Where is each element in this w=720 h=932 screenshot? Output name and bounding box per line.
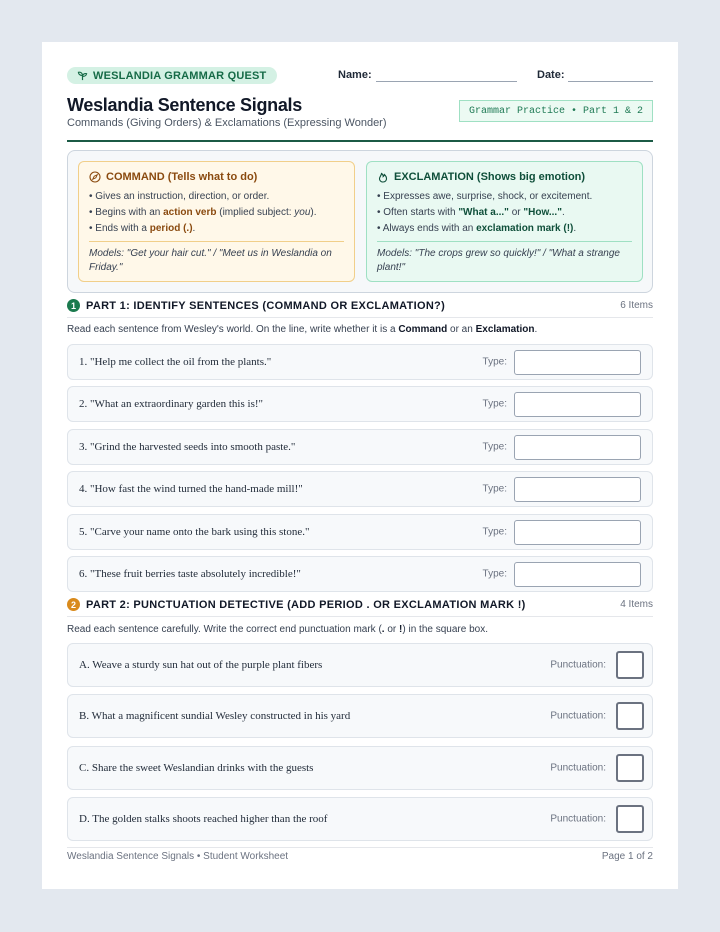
command-bullet-2: • Begins with an action verb (implied subject: you).: [89, 207, 317, 218]
part2-item-row: [67, 694, 653, 738]
part1-item-row: [67, 514, 653, 550]
page-subtitle: Commands (Giving Orders) & Exclamations (Expressing Wonder): [67, 117, 387, 129]
part2-sentence: A. Weave a sturdy sun hat out of the purple plant fibers: [79, 659, 323, 671]
punctuation-answer-box[interactable]: [616, 651, 644, 679]
command-bullet-3: • Ends with a period (.).: [89, 223, 196, 234]
type-label: Type:: [482, 398, 507, 410]
command-bullet-1: • Gives an instruction, direction, or order.: [89, 191, 270, 202]
type-answer-field[interactable]: [514, 520, 641, 545]
worksheet-page: [42, 42, 678, 889]
exclamation-heading: EXCLAMATION (Shows big emotion): [394, 171, 586, 183]
part2-item-row: [67, 746, 653, 790]
part2-item-row: [67, 797, 653, 841]
type-label: Type:: [482, 526, 507, 538]
part1-count: 6 Items: [620, 300, 653, 311]
top-bar: [67, 67, 653, 85]
part2-item-row: [67, 643, 653, 687]
date-field[interactable]: [568, 81, 653, 82]
part2-number-badge: 2: [67, 598, 80, 611]
name-label: Name:: [338, 69, 372, 81]
flame-icon: [377, 171, 389, 183]
footer-title: Weslandia Sentence Signals • Student Worksheet: [67, 851, 289, 862]
type-answer-field[interactable]: [514, 435, 641, 460]
part2-title: PART 2: PUNCTUATION DETECTIVE (ADD PERIOD . OR EXCLAMATION MARK !): [86, 598, 526, 611]
type-answer-field[interactable]: [514, 477, 641, 502]
date-label: Date:: [537, 69, 565, 81]
part1-item-row: [67, 471, 653, 507]
part1-item-row: [67, 556, 653, 592]
type-answer-field[interactable]: [514, 350, 641, 375]
type-answer-field[interactable]: [514, 562, 641, 587]
type-label: Type:: [482, 483, 507, 495]
punctuation-label: Punctuation:: [550, 813, 606, 825]
part1-sentence: 2. "What an extraordinary garden this is!": [79, 398, 264, 411]
compass-icon: [89, 171, 101, 183]
exclamation-bullet-2: • Often starts with "What a..." or "How...".: [377, 207, 565, 218]
page-number: Page 1 of 2: [601, 851, 653, 862]
practice-tag: Grammar Practice • Part 1 & 2: [459, 100, 653, 122]
part2-header: [67, 596, 653, 613]
part1-sentence: 1. "Help me collect the oil from the plants.": [79, 356, 272, 368]
command-heading: COMMAND (Tells what to do): [106, 171, 258, 183]
exclamation-bullet-1: • Expresses awe, surprise, shock, or excitement.: [377, 191, 593, 202]
part1-item-row: [67, 344, 653, 380]
part1-sentence: 5. "Carve your name onto the bark using this stone.": [79, 525, 310, 538]
exclamation-rule-card: [366, 161, 643, 282]
punctuation-answer-box[interactable]: [616, 702, 644, 730]
page-title: Weslandia Sentence Signals: [67, 95, 302, 115]
sprout-icon: [77, 70, 88, 81]
quest-badge: [67, 67, 277, 84]
command-models: Models: "Get your hair cut." / "Meet us in Weslandia on Friday.": [89, 248, 332, 273]
part2-count: 4 Items: [620, 599, 653, 610]
part2-sentence: C. Share the sweet Weslandian drinks with the guests: [79, 761, 314, 774]
part2-sentence: B. What a magnificent sundial Wesley constructed in his yard: [79, 710, 351, 723]
type-label: Type:: [482, 568, 507, 580]
part1-header: [67, 297, 653, 314]
punctuation-label: Punctuation:: [550, 659, 606, 671]
part1-item-row: [67, 386, 653, 422]
part1-title: PART 1: IDENTIFY SENTENCES (COMMAND OR EXCLAMATION?): [86, 299, 446, 312]
punctuation-label: Punctuation:: [550, 762, 606, 774]
punctuation-label: Punctuation:: [550, 710, 606, 722]
part1-instructions: Read each sentence from Wesley's world. On the line, write whether it is a Command or an Exclamation.: [67, 324, 538, 335]
quest-badge-label: WESLANDIA GRAMMAR QUEST: [93, 69, 267, 82]
punctuation-answer-box[interactable]: [616, 754, 644, 782]
part2-sentence: D. The golden stalks shoots reached higher than the roof: [79, 812, 328, 825]
type-label: Type:: [482, 356, 507, 368]
name-field[interactable]: [376, 81, 517, 82]
part2-instructions: Read each sentence carefully. Write the correct end punctuation mark (. or !) in the square box.: [67, 624, 488, 635]
exclamation-bullet-3: • Always ends with an exclamation mark (!).: [377, 223, 577, 234]
type-answer-field[interactable]: [514, 392, 641, 417]
part1-sentence: 6. "These fruit berries taste absolutely incredible!": [79, 568, 301, 580]
part1-sentence: 3. "Grind the harvested seeds into smooth paste.": [79, 440, 296, 453]
command-rule-card: [78, 161, 355, 282]
type-label: Type:: [482, 441, 507, 453]
part1-item-row: [67, 429, 653, 465]
part1-number-badge: 1: [67, 299, 80, 312]
rules-panel: [67, 150, 653, 293]
header-divider: [67, 140, 653, 142]
punctuation-answer-box[interactable]: [616, 805, 644, 833]
part1-sentence: 4. "How fast the wind turned the hand-made mill!": [79, 483, 303, 496]
exclamation-models: Models: "The crops grew so quickly!" / "What a strange plant!": [377, 248, 620, 273]
